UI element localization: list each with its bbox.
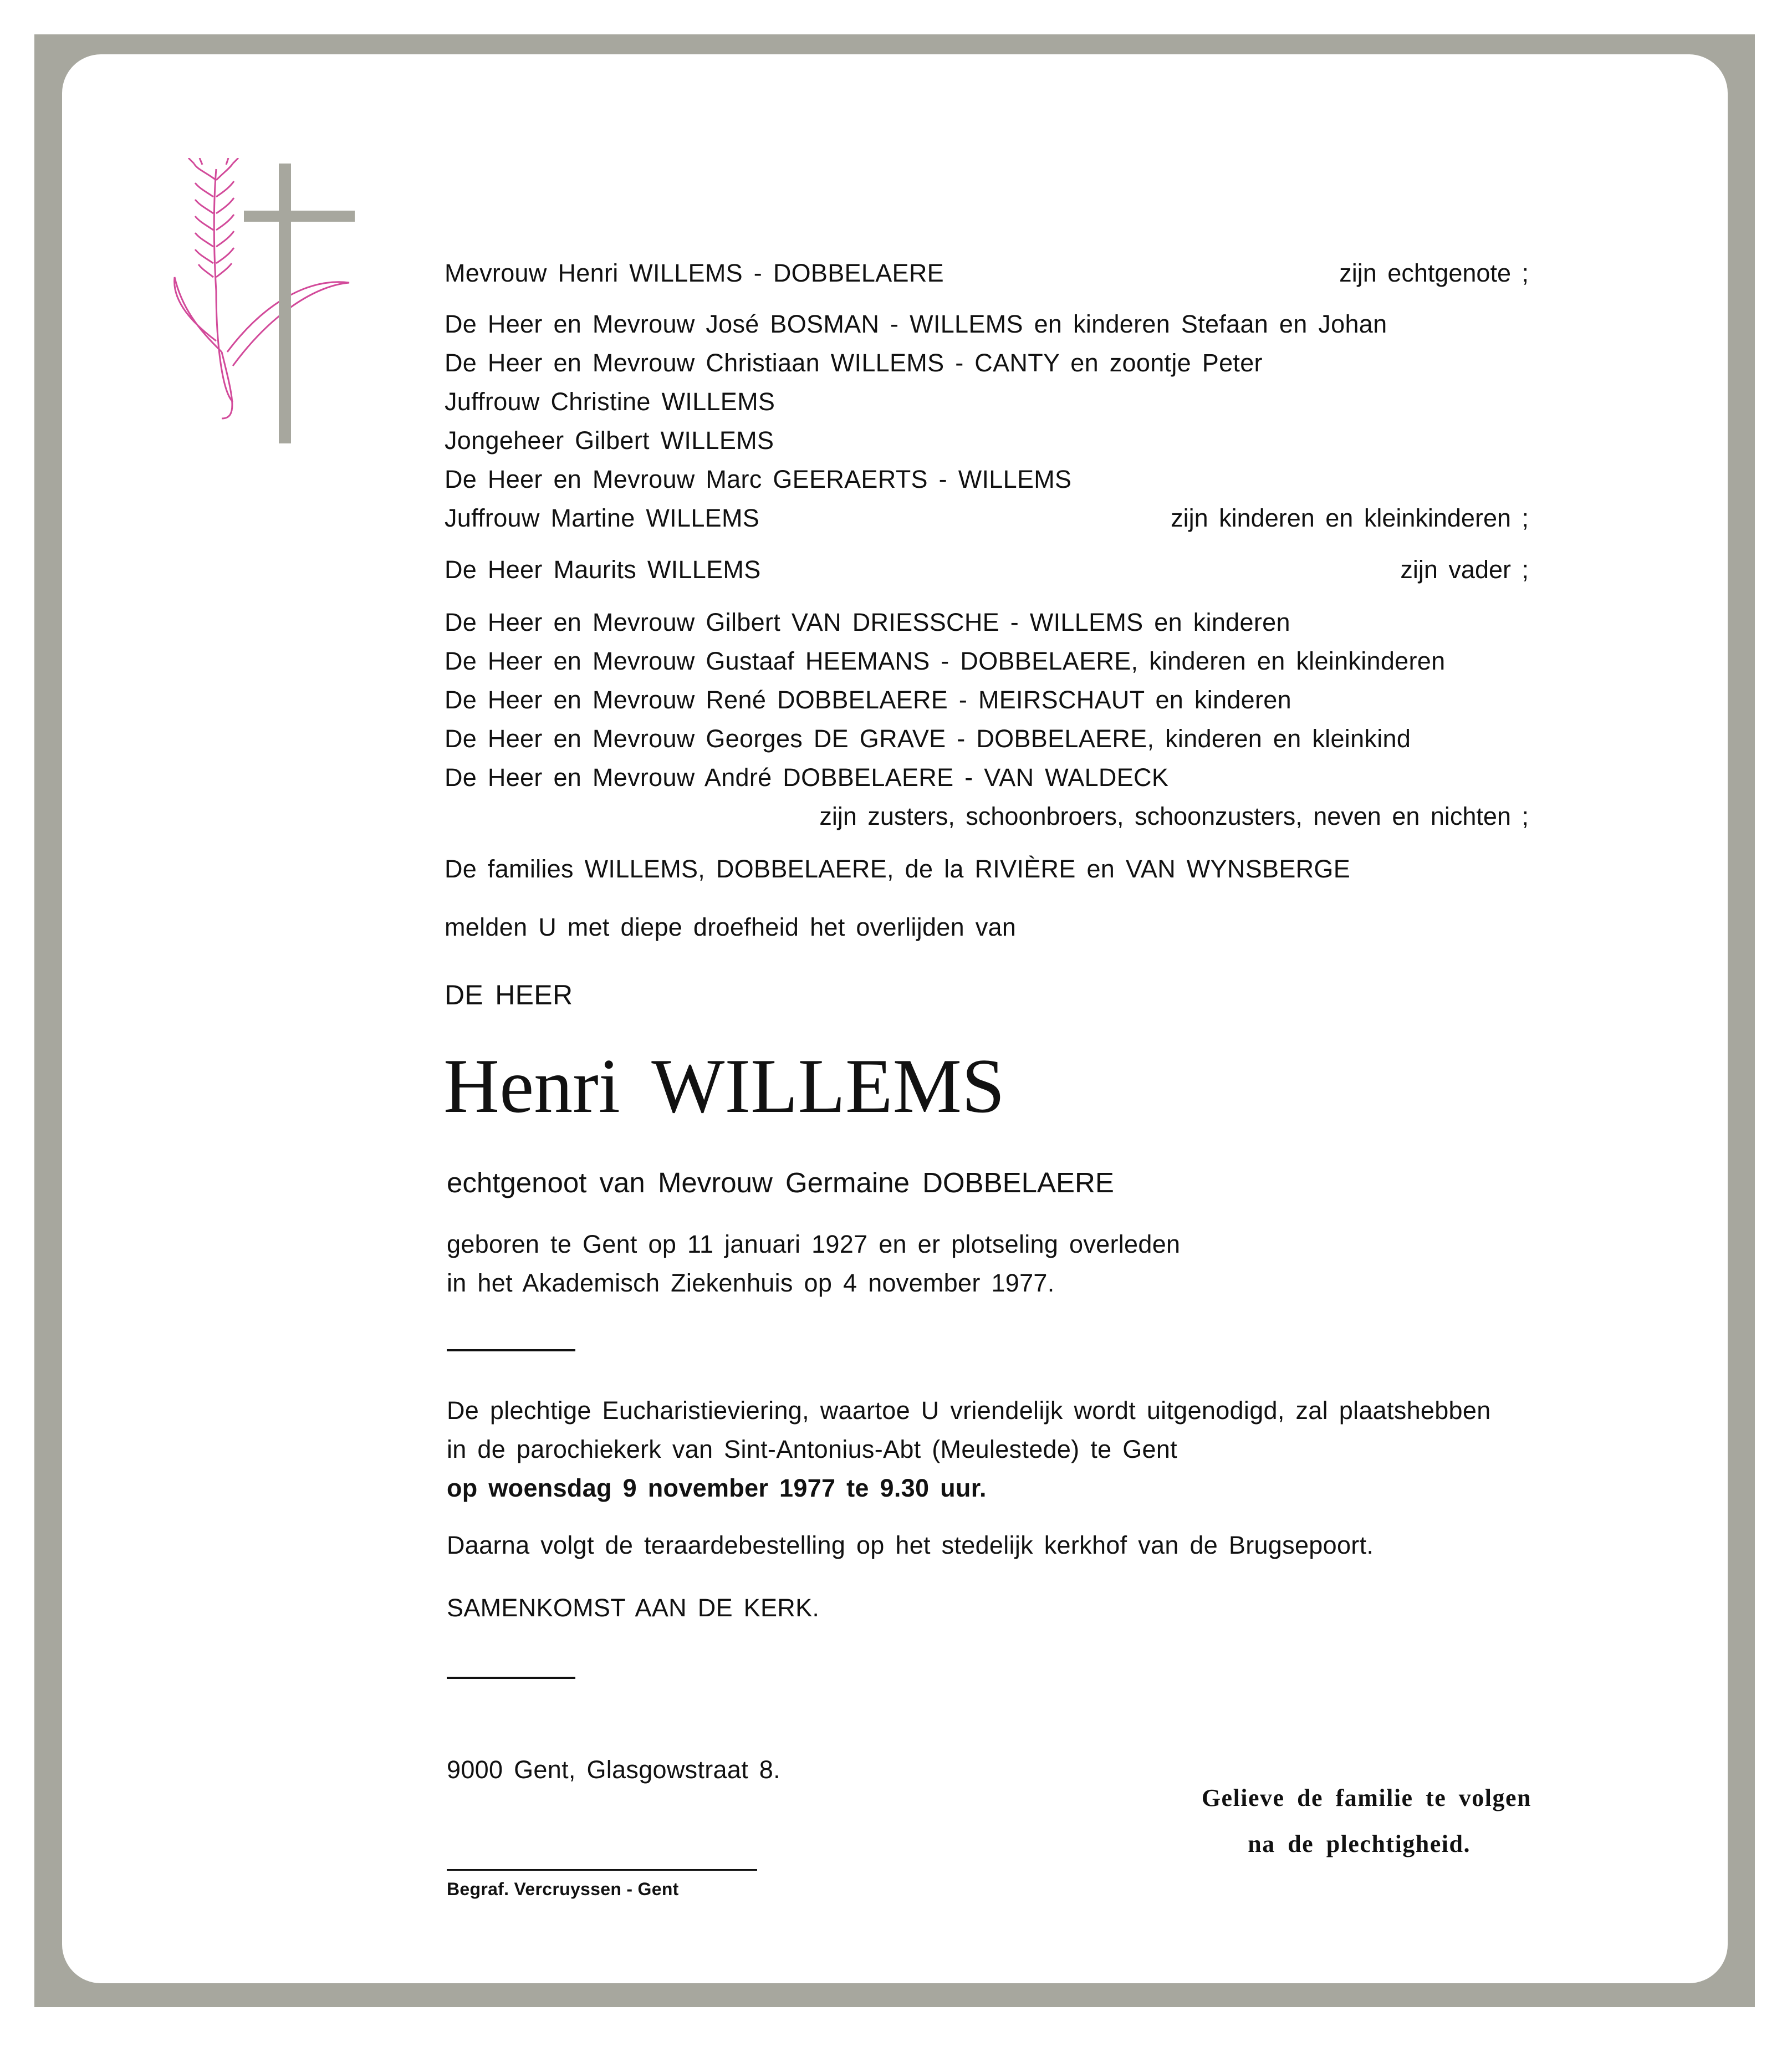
follow-note-line-2: na de plechtigheid. bbox=[1248, 1830, 1471, 1857]
line-sibling-3: De Heer en Mevrouw René DOBBELAERE - MEIRSCHAUT en kinderen bbox=[445, 686, 1291, 714]
address: 9000 Gent, Glasgowstraat 8. bbox=[447, 1755, 780, 1784]
line-announcement: melden U met diepe droefheid het overlijden van bbox=[445, 913, 1017, 941]
line-child-1: De Heer en Mevrouw José BOSMAN - WILLEMS en kinderen Stefaan en Johan bbox=[445, 310, 1387, 338]
line-sibling-4: De Heer en Mevrouw Georges DE GRAVE - DOBBELAERE, kinderen en kleinkind bbox=[445, 724, 1411, 753]
follow-note-line-1: Gelieve de familie te volgen bbox=[1201, 1784, 1531, 1811]
gathering-line: SAMENKOMST AAN DE KERK. bbox=[447, 1594, 820, 1622]
printer-credit: Begraf. Vercruyssen - Gent bbox=[447, 1879, 679, 1899]
service-line-1: De plechtige Eucharistieviering, waartoe U vriendelijk wordt uitgenodigd, zal plaatshebben bbox=[447, 1396, 1491, 1425]
printer-rule bbox=[447, 1869, 757, 1871]
line-sibling-5: De Heer en Mevrouw André DOBBELAERE - VAN WALDECK bbox=[445, 763, 1169, 792]
line-spouse: Mevrouw Henri WILLEMS - DOBBELAERE bbox=[445, 259, 944, 287]
line-families: De families WILLEMS, DOBBELAERE, de la RIVIÈRE en VAN WYNSBERGE bbox=[445, 855, 1351, 883]
line-child-3: Juffrouw Christine WILLEMS bbox=[445, 387, 775, 416]
divider-2 bbox=[447, 1677, 575, 1679]
died-line: in het Akademisch Ziekenhuis op 4 november 1977. bbox=[447, 1269, 1055, 1297]
service-line-2: in de parochiekerk van Sint-Antonius-Abt (Meulestede) te Gent bbox=[447, 1435, 1177, 1463]
relation-father: zijn vader ; bbox=[1400, 555, 1529, 584]
line-sibling-1: De Heer en Mevrouw Gilbert VAN DRIESSCHE - WILLEMS en kinderen bbox=[445, 608, 1290, 636]
relation-siblings: zijn zusters, schoonbroers, schoonzusters, neven en nichten ; bbox=[819, 802, 1529, 830]
line-sibling-2: De Heer en Mevrouw Gustaaf HEEMANS - DOBBELAERE, kinderen en kleinkinderen bbox=[445, 647, 1446, 675]
line-father: De Heer Maurits WILLEMS bbox=[445, 555, 761, 584]
line-child-5: De Heer en Mevrouw Marc GEERAERTS - WILLEMS bbox=[445, 465, 1072, 493]
burial-line: Daarna volgt de teraardebestelling op het stedelijk kerkhof van de Brugsepoort. bbox=[447, 1531, 1374, 1559]
divider-1 bbox=[447, 1349, 575, 1351]
spouse-line: echtgenoot van Mevrouw Germaine DOBBELAERE bbox=[447, 1167, 1114, 1198]
line-child-6: Juffrouw Martine WILLEMS bbox=[445, 504, 760, 532]
relation-children: zijn kinderen en kleinkinderen ; bbox=[1171, 504, 1529, 532]
relation-spouse: zijn echtgenote ; bbox=[1339, 259, 1529, 287]
deceased-name: Henri WILLEMS bbox=[443, 1043, 1005, 1129]
line-child-4: Jongeheer Gilbert WILLEMS bbox=[445, 426, 774, 455]
honorific: DE HEER bbox=[445, 979, 573, 1010]
line-child-2: De Heer en Mevrouw Christiaan WILLEMS - CANTY en zoontje Peter bbox=[445, 349, 1263, 377]
service-date: op woensdag 9 november 1977 te 9.30 uur. bbox=[447, 1474, 987, 1502]
born-line: geboren te Gent op 11 januari 1927 en er plotseling overleden bbox=[447, 1230, 1181, 1258]
cross-wheat-emblem-icon bbox=[161, 158, 371, 460]
